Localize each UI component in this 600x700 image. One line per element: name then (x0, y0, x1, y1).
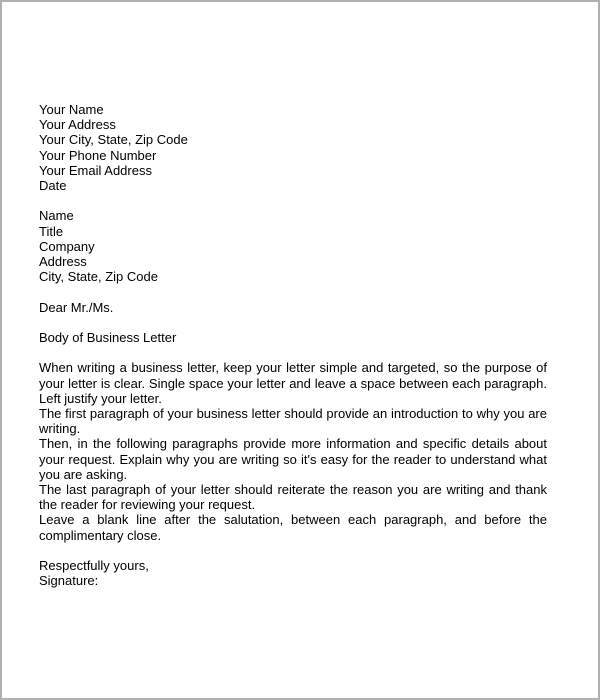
body-paragraph-1: When writing a business letter, keep your letter simple and targeted, so the purpose of your letter is clear. Single space your letter and leave a space between each paragraph. Left justify your letter. (39, 360, 547, 406)
recipient-name: Name (39, 208, 74, 224)
sender-address: Your Address (39, 117, 116, 133)
body-paragraph-2: The first paragraph of your business letter should provide an introduction to why you are writing. (39, 406, 547, 437)
subject-line: Body of Business Letter (39, 330, 177, 345)
sender-email: Your Email Address (39, 162, 152, 178)
letter-body (39, 360, 547, 542)
body-paragraph-4: The last paragraph of your letter should reiterate the reason you are writing and thank the reader for reviewing your request. (39, 482, 547, 513)
recipient-address: Address (39, 254, 87, 270)
sender-name: Your Name (39, 102, 104, 117)
recipient-company: Company (39, 238, 95, 254)
sender-city-state-zip: Your City, State, Zip Code (39, 132, 188, 148)
complimentary-close: Respectfully yours, (39, 558, 149, 574)
sender-phone: Your Phone Number (39, 147, 157, 163)
recipient-city-state-zip: City, State, Zip Code (39, 269, 158, 285)
sender-block (39, 102, 547, 193)
body-paragraph-5: Leave a blank line after the salutation, between each paragraph, and before the complimentary close. (39, 512, 547, 543)
recipient-block (39, 208, 547, 284)
closing-block (39, 558, 547, 588)
signature-label: Signature: (39, 573, 99, 589)
sender-date: Date (39, 178, 67, 194)
body-paragraph-3: Then, in the following paragraphs provide more information and specific details about your request. Explain why you are writing so it's easy for the reader to understand what you are asking. (39, 436, 547, 482)
recipient-title: Title (39, 223, 64, 239)
salutation: Dear Mr./Ms. (39, 299, 114, 315)
